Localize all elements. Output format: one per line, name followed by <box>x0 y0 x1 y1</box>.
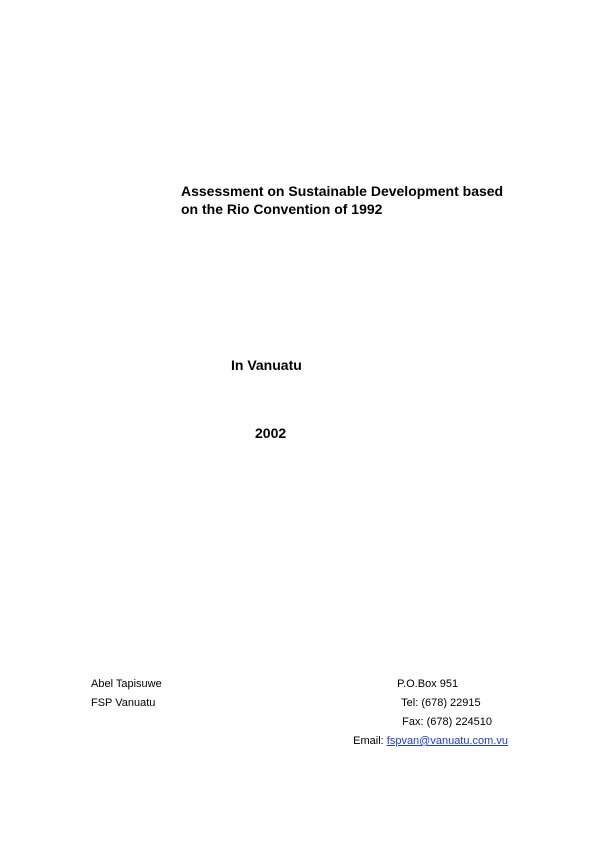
email-link[interactable]: fspvan@vanuatu.com.vu <box>386 735 508 747</box>
location-heading: In Vanuatu <box>231 357 302 373</box>
year-heading: 2002 <box>255 425 287 441</box>
telephone: Tel: (678) 22915 <box>401 697 481 709</box>
fax: Fax: (678) 224510 <box>402 716 493 728</box>
email-line <box>353 732 508 751</box>
document-title <box>181 182 541 218</box>
author-organization: FSP Vanuatu <box>91 697 156 709</box>
author-block <box>91 675 162 713</box>
title-line-1: Assessment on Sustainable Development based <box>181 183 504 199</box>
email-label: Email: <box>353 735 387 747</box>
title-line-2: on the Rio Convention of 1992 <box>181 201 383 217</box>
po-box: P.O.Box 951 <box>397 678 459 690</box>
contact-block <box>353 675 508 751</box>
author-name: Abel Tapisuwe <box>91 678 162 690</box>
